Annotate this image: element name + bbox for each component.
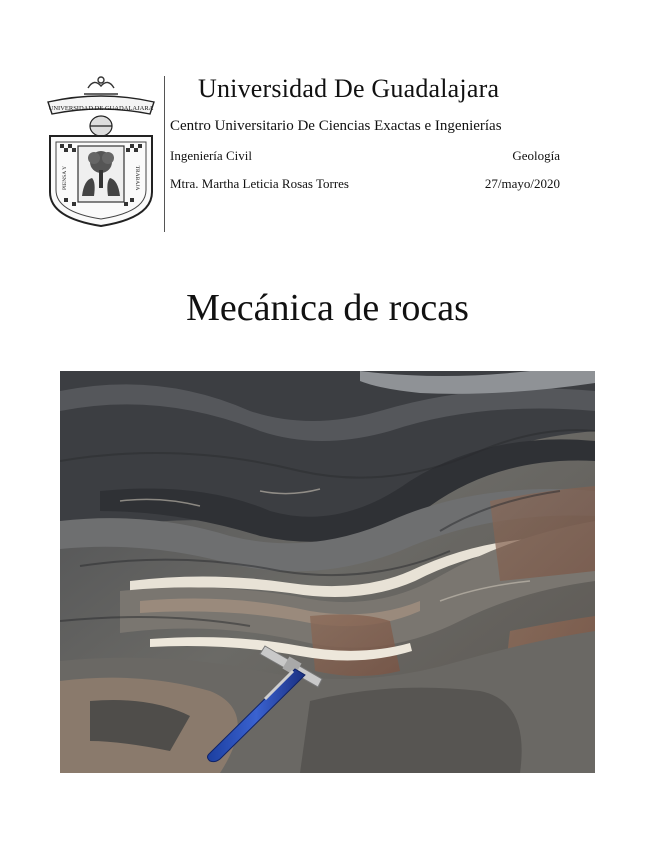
date: 27/mayo/2020 bbox=[484, 176, 560, 191]
instructor-date-row bbox=[170, 176, 560, 192]
header-divider bbox=[164, 76, 165, 232]
rock-outcrop-photo bbox=[60, 371, 595, 773]
university-name: Universidad De Guadalajara bbox=[198, 74, 500, 103]
crest-left-motto: PIENSA Y bbox=[62, 165, 68, 191]
crest-top-ornament bbox=[84, 77, 118, 94]
program-name: Ingeniería Civil bbox=[170, 148, 252, 163]
program-subject-row bbox=[170, 148, 560, 164]
document-title: Mecánica de rocas bbox=[186, 287, 469, 329]
subject-name: Geología bbox=[512, 148, 560, 163]
crest-right-motto: TRABAJA bbox=[134, 165, 140, 191]
university-crest-logo bbox=[44, 74, 158, 228]
center-name: Centro Universitario De Ciencias Exactas e Ingenierías bbox=[170, 118, 502, 134]
crest-banner bbox=[48, 96, 154, 114]
instructor-name: Mtra. Martha Leticia Rosas Torres bbox=[170, 176, 349, 191]
crest-banner-text: UNIVERSIDAD DE GUADALAJARA bbox=[48, 105, 154, 112]
